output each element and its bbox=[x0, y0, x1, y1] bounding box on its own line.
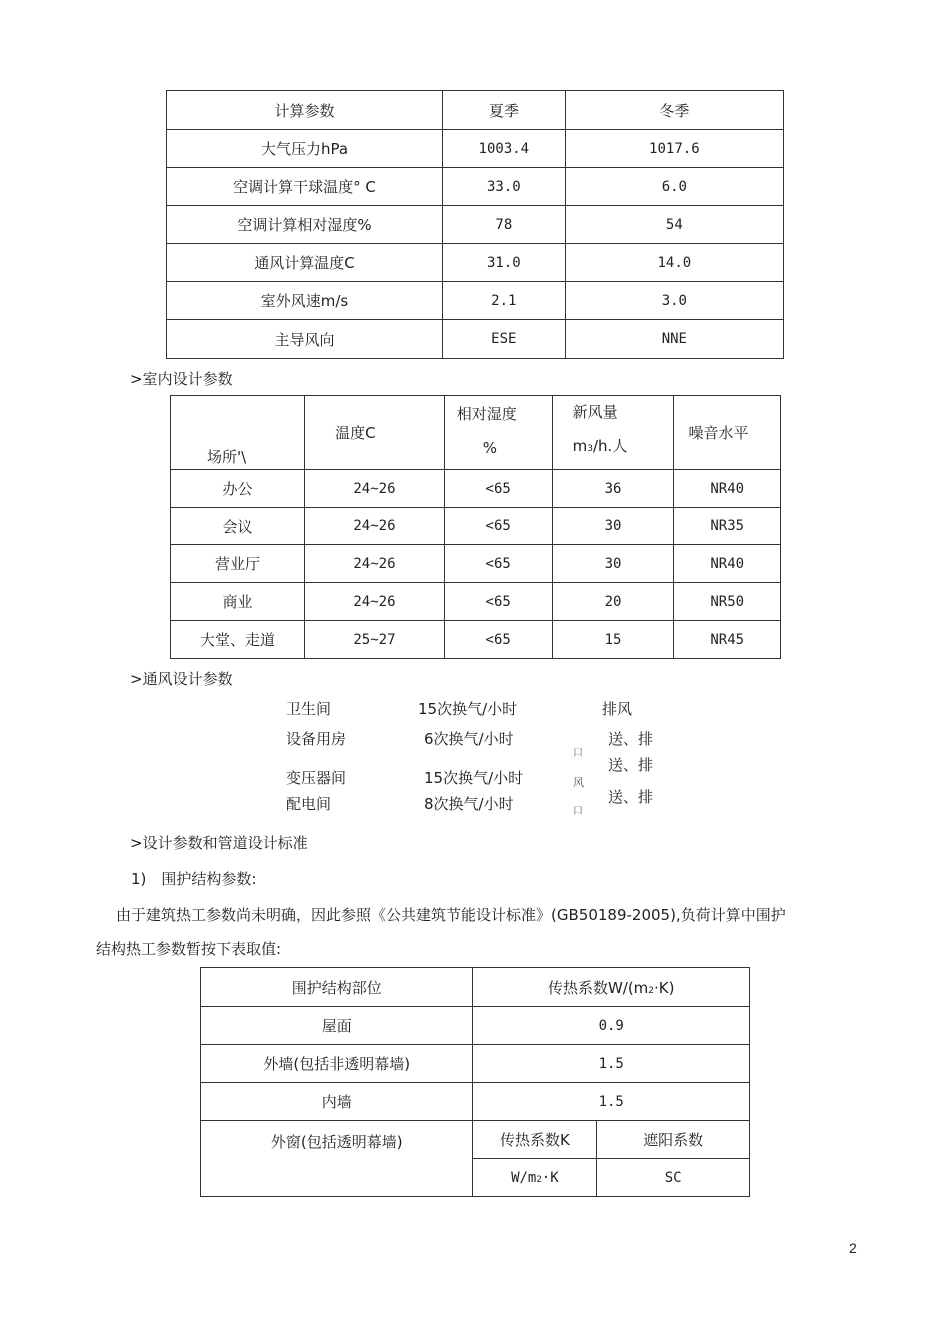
winter-cell: 3.0 bbox=[565, 282, 783, 320]
param-cell: 大气压力hPa bbox=[167, 130, 443, 168]
table-row bbox=[201, 1121, 750, 1159]
winter-cell: 6.0 bbox=[565, 168, 783, 206]
temp-cell: 25~27 bbox=[305, 621, 445, 659]
table-header-row bbox=[167, 91, 784, 130]
noise-cell: NR40 bbox=[674, 470, 781, 508]
envelope-paragraph-line2: 结构热工参数暂按下表取值: bbox=[96, 940, 282, 958]
fresh-air-header bbox=[552, 396, 674, 470]
window-k-unit bbox=[473, 1159, 597, 1197]
vent-rate-toilet: 15次换气/小时 bbox=[418, 700, 518, 718]
summer-cell: ESE bbox=[442, 320, 565, 359]
winter-cell: 1017.6 bbox=[565, 130, 783, 168]
vent-room-equipment: 设备用房 bbox=[286, 730, 347, 748]
humidity-cell: <65 bbox=[444, 621, 552, 659]
part-cell: 外墙(包括非透明幕墙) bbox=[201, 1045, 473, 1083]
header-cell: 计算参数 bbox=[167, 91, 443, 130]
fresh-air-cell: 30 bbox=[552, 508, 674, 545]
indoor-parameters-table bbox=[170, 395, 781, 659]
humidity-cell: <65 bbox=[444, 470, 552, 508]
table-row bbox=[167, 168, 784, 206]
fresh-air-cell: 15 bbox=[552, 621, 674, 659]
param-cell: 主导风向 bbox=[167, 320, 443, 359]
fresh-air-cell: 20 bbox=[552, 583, 674, 621]
unit-text: ·K) bbox=[654, 978, 675, 997]
table-row bbox=[201, 1083, 750, 1121]
place-cell: 大堂、走道 bbox=[171, 621, 305, 659]
table-row bbox=[167, 206, 784, 244]
part-cell: 屋面 bbox=[201, 1007, 473, 1045]
humidity-cell: <65 bbox=[444, 508, 552, 545]
table-row bbox=[171, 621, 781, 659]
table-header-row bbox=[201, 968, 750, 1007]
bracket-glyph-top: 口 bbox=[573, 748, 583, 759]
ventilation-section-heading: >通风设计参数 bbox=[130, 670, 233, 688]
envelope-item-heading: 1) 围护结构参数: bbox=[131, 870, 257, 888]
table-row bbox=[167, 320, 784, 359]
header-cell: 夏季 bbox=[442, 91, 565, 130]
window-part-cell: 外窗(包括透明幕墙) bbox=[201, 1121, 473, 1197]
part-header: 围护结构部位 bbox=[201, 968, 473, 1007]
humidity-header-unit: % bbox=[482, 438, 498, 457]
part-cell: 内墙 bbox=[201, 1083, 473, 1121]
k-cell: 1.5 bbox=[473, 1083, 750, 1121]
vent-room-transformer: 变压器间 bbox=[286, 769, 347, 787]
table-row bbox=[167, 244, 784, 282]
summer-cell: 2.1 bbox=[442, 282, 565, 320]
table-row bbox=[167, 130, 784, 168]
bracket-glyph-mid: 风 bbox=[573, 776, 584, 789]
unit-text: m bbox=[572, 437, 588, 455]
noise-cell: NR45 bbox=[674, 621, 781, 659]
window-sc-unit: SC bbox=[597, 1159, 750, 1197]
place-cell: 办公 bbox=[171, 470, 305, 508]
k-cell: 1.5 bbox=[473, 1045, 750, 1083]
bracket-glyph-bottom: 口 bbox=[573, 806, 583, 817]
unit-subscript: 2 bbox=[536, 1174, 542, 1185]
noise-cell: NR50 bbox=[674, 583, 781, 621]
unit-subscript: 3 bbox=[587, 444, 593, 454]
noise-cell: NR40 bbox=[674, 545, 781, 583]
humidity-header-label: 相对湿度 bbox=[456, 404, 517, 423]
temp-cell: 24~26 bbox=[305, 583, 445, 621]
unit-text: ·K bbox=[541, 1169, 559, 1186]
noise-header: 噪音水平 bbox=[674, 396, 781, 470]
summer-cell: 78 bbox=[442, 206, 565, 244]
vent-room-toilet: 卫生间 bbox=[286, 700, 332, 718]
vent-mode-distribution: 送、排 bbox=[608, 788, 654, 806]
param-cell: 通风计算温度C bbox=[167, 244, 443, 282]
k-header bbox=[473, 968, 750, 1007]
table-row bbox=[167, 282, 784, 320]
k-cell: 0.9 bbox=[473, 1007, 750, 1045]
temp-cell: 24~26 bbox=[305, 545, 445, 583]
fresh-air-cell: 30 bbox=[552, 545, 674, 583]
param-cell: 空调计算干球温度° C bbox=[167, 168, 443, 206]
window-k-label: 传热系数K bbox=[473, 1121, 597, 1159]
window-sc-label: 遮阳系数 bbox=[597, 1121, 750, 1159]
table-row bbox=[171, 470, 781, 508]
vent-rate-equipment: 6次换气/小时 bbox=[424, 730, 514, 748]
humidity-cell: <65 bbox=[444, 583, 552, 621]
summer-cell: 1003.4 bbox=[442, 130, 565, 168]
table-row bbox=[171, 508, 781, 545]
param-cell: 室外风速m/s bbox=[167, 282, 443, 320]
table-header-row bbox=[171, 396, 781, 470]
table-row bbox=[171, 583, 781, 621]
summer-cell: 31.0 bbox=[442, 244, 565, 282]
winter-cell: NNE bbox=[565, 320, 783, 359]
humidity-cell: <65 bbox=[444, 545, 552, 583]
vent-rate-transformer: 15次换气/小时 bbox=[424, 769, 524, 787]
table-row bbox=[201, 1045, 750, 1083]
page-number: 2 bbox=[849, 1240, 857, 1256]
place-cell: 会议 bbox=[171, 508, 305, 545]
vent-mode-toilet: 排风 bbox=[602, 700, 633, 718]
vent-mode-transformer: 送、排 bbox=[608, 756, 654, 774]
humidity-header bbox=[444, 396, 552, 470]
unit-text: /h.人 bbox=[593, 437, 628, 455]
indoor-section-heading: >室内设计参数 bbox=[130, 370, 233, 388]
temp-header: 温度C bbox=[305, 396, 445, 470]
fresh-air-header-label: 新风量 bbox=[572, 403, 618, 421]
table-row bbox=[171, 545, 781, 583]
noise-cell: NR35 bbox=[674, 508, 781, 545]
winter-cell: 14.0 bbox=[565, 244, 783, 282]
unit-subscript: 2 bbox=[648, 985, 655, 996]
place-cell: 营业厅 bbox=[171, 545, 305, 583]
envelope-parameters-table bbox=[200, 967, 750, 1197]
fresh-air-header-unit bbox=[573, 436, 674, 459]
param-cell: 空调计算相对湿度% bbox=[167, 206, 443, 244]
summer-cell: 33.0 bbox=[442, 168, 565, 206]
unit-text: W/m bbox=[511, 1169, 537, 1186]
winter-cell: 54 bbox=[565, 206, 783, 244]
vent-room-distribution: 配电间 bbox=[286, 795, 332, 813]
vent-mode-equipment: 送、排 bbox=[608, 730, 654, 748]
unit-text: 传热系数W/(m bbox=[547, 978, 649, 997]
table-row bbox=[201, 1007, 750, 1045]
temp-cell: 24~26 bbox=[305, 508, 445, 545]
outdoor-parameters-table bbox=[166, 90, 784, 359]
temp-cell: 24~26 bbox=[305, 470, 445, 508]
fresh-air-cell: 36 bbox=[552, 470, 674, 508]
place-cell: 商业 bbox=[171, 583, 305, 621]
duct-section-heading: >设计参数和管道设计标准 bbox=[130, 834, 308, 852]
header-cell: 冬季 bbox=[565, 91, 783, 130]
envelope-paragraph-line1: 由于建筑热工参数尚未明确，因此参照《公共建筑节能设计标准》(GB50189-2005),负荷计算中围护 bbox=[116, 906, 786, 924]
vent-rate-distribution: 8次换气/小时 bbox=[424, 795, 514, 813]
place-header: 场所'\ bbox=[171, 396, 305, 470]
